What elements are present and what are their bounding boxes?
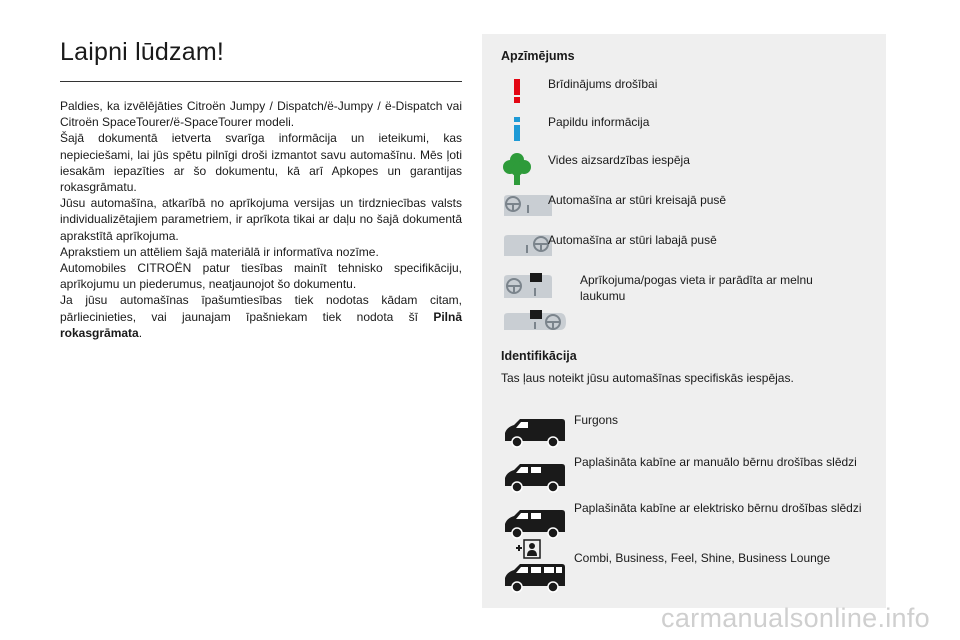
intro-paragraph: Aprakstiem un attēliem šajā materiālā ir informatīva nozīme. <box>60 244 379 259</box>
van-icon <box>502 417 568 449</box>
title-divider <box>60 81 462 82</box>
welcome-column <box>60 38 462 341</box>
legend-title: Apzīmējums <box>501 49 575 63</box>
page-title: Laipni lūdzam! <box>60 38 225 66</box>
id-item-label: Paplašināta kabīne ar elektrisko bērnu drošības slēdzi <box>574 501 862 515</box>
identification-description: Tas ļaus noteikt jūsu automašīnas specifiskās iespējas. <box>501 371 794 385</box>
intro-paragraph: Šajā dokumentā ietverta svarīga informācija un ieteikumi, kas nepieciešami, lai jūs spētu pilnīgi droši izmantot savu automašīnu. Mēs ļoti iesakām iepazīties ar šo dokumentu, kā arī Apkopes un garantijas rokasgrāmatu. <box>60 131 462 195</box>
legend-item-label: Automašīna ar stūri kreisajā pusē <box>548 193 727 207</box>
dashboard-location-icon <box>502 272 568 336</box>
id-item-label: Combi, Business, Feel, Shine, Business Lounge <box>574 551 831 565</box>
legend-item-label: Vides aizsardzības iespēja <box>548 153 690 167</box>
intro-paragraph: Automobiles CITROËN patur tiesības mainīt tehnisko specifikāciju, aprīkojumu un piederumus, neatjaunojot šo dokumentu. <box>60 261 462 292</box>
extended-cab-electric-lock-icon <box>502 508 568 568</box>
legend-item-label: Papildu informācija <box>548 115 650 129</box>
right-hand-drive-icon <box>502 234 554 258</box>
intro-text <box>60 98 462 341</box>
id-item-label: Furgons <box>574 413 619 427</box>
legend-panel <box>482 34 886 608</box>
passenger-van-icon <box>502 562 568 594</box>
warning-exclamation-icon <box>510 79 524 103</box>
id-item-label: Paplašināta kabīne ar manuālo bērnu drošības slēdzi <box>574 455 857 469</box>
intro-text-span: Ja jūsu automašīnas īpašumtiesības tiek nodotas kādam citam, pārliecinieties, vai jaunajam īpašniekam tiek nodota šī <box>60 293 462 324</box>
info-icon <box>510 117 524 141</box>
eco-tree-icon <box>502 152 532 186</box>
legend-item-label: Aprīkojuma/pogas vieta ir parādīta ar melnu laukumu <box>580 273 813 303</box>
extended-cab-van-icon <box>502 462 568 494</box>
intro-paragraph: Jūsu automašīna, atkarībā no aprīkojuma versijas un tirdzniecības valsts individualizētajiem parametriem, ir aprīkota tikai ar daļu no šajā dokumentā aprakstītā aprīkojuma. <box>60 196 462 243</box>
manual-name-bold: Pilnā rokasgrāmata <box>60 309 462 340</box>
watermark-text: carmanualsonline.info <box>661 603 930 633</box>
intro-text-span: . <box>138 325 143 340</box>
legend-item-label: Brīdinājums drošībai <box>548 77 658 91</box>
legend-item-label: Automašīna ar stūri labajā pusē <box>548 233 717 247</box>
intro-paragraph-last <box>60 292 462 341</box>
left-hand-drive-icon <box>502 194 554 218</box>
identification-title: Identifikācija <box>501 349 577 363</box>
intro-paragraph: Paldies, ka izvēlējāties Citroën Jumpy / Dispatch/ë-Jumpy / ë-Dispatch vai Citroën SpaceTourer/ë-SpaceTourer modeli. <box>60 99 462 130</box>
